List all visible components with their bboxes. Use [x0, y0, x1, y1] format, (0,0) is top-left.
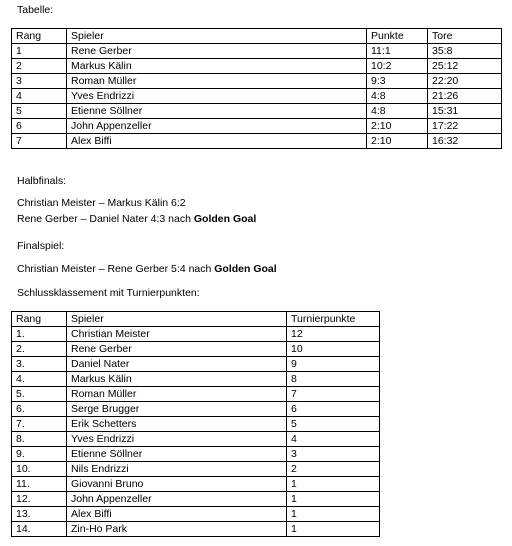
tabelle-heading: Tabelle:	[17, 4, 54, 16]
cell-rang: 4.	[12, 372, 67, 387]
table-row	[12, 104, 502, 119]
cell-spieler: Roman Müller	[67, 74, 367, 89]
cell-punkte: 4:8	[367, 104, 428, 119]
header-tore: Tore	[428, 29, 502, 44]
cell-spieler: Etienne Söllner	[67, 447, 287, 462]
table-row	[12, 357, 380, 372]
table-row	[12, 462, 380, 477]
cell-spieler: Alex Biffi	[67, 134, 367, 149]
cell-tore: 21:26	[428, 89, 502, 104]
cell-rang: 2.	[12, 342, 67, 357]
table-row	[12, 74, 502, 89]
cell-spieler: Rene Gerber	[67, 44, 367, 59]
table-row	[12, 477, 380, 492]
cell-turnierpunkte: 10	[287, 342, 380, 357]
cell-rang: 1.	[12, 327, 67, 342]
table-row	[12, 59, 502, 74]
table-row	[12, 372, 380, 387]
cell-punkte: 10:2	[367, 59, 428, 74]
cell-rang: 7	[12, 134, 67, 149]
cell-spieler: Zin-Ho Park	[67, 522, 287, 537]
cell-rang: 5.	[12, 387, 67, 402]
cell-spieler: Daniel Nater	[67, 357, 287, 372]
cell-turnierpunkte: 4	[287, 432, 380, 447]
final-match	[17, 263, 277, 276]
cell-turnierpunkte: 1	[287, 477, 380, 492]
table-row	[12, 432, 380, 447]
cell-tore: 22:20	[428, 74, 502, 89]
cell-spieler: Rene Gerber	[67, 342, 287, 357]
golden-goal-label: Golden Goal	[193, 213, 257, 225]
table-row	[12, 492, 380, 507]
cell-rang: 7.	[12, 417, 67, 432]
cell-tore: 25:12	[428, 59, 502, 74]
table-header-row	[12, 29, 502, 44]
header-spieler: Spieler	[67, 312, 287, 327]
cell-spieler: Etienne Söllner	[67, 104, 367, 119]
table-row	[12, 89, 502, 104]
table-row	[12, 327, 380, 342]
cell-tore: 15:31	[428, 104, 502, 119]
halbfinals-heading: Halbfinals:	[17, 175, 67, 187]
final-match-text: Christian Meister – Rene Gerber 5:4 nach	[17, 263, 215, 275]
cell-rang: 4	[12, 89, 67, 104]
cell-rang: 6	[12, 119, 67, 134]
cell-rang: 6.	[12, 402, 67, 417]
cell-spieler: Erik Schetters	[67, 417, 287, 432]
cell-rang: 12.	[12, 492, 67, 507]
cell-rang: 8.	[12, 432, 67, 447]
table-row	[12, 402, 380, 417]
header-spieler: Spieler	[67, 29, 367, 44]
halbfinal-match-2-text: Rene Gerber – Daniel Nater 4:3 nach	[17, 213, 194, 225]
cell-tore: 16:32	[428, 134, 502, 149]
table-row	[12, 119, 502, 134]
cell-turnierpunkte: 2	[287, 462, 380, 477]
cell-rang: 10.	[12, 462, 67, 477]
cell-spieler: Christian Meister	[67, 327, 287, 342]
cell-turnierpunkte: 6	[287, 402, 380, 417]
cell-spieler: Giovanni Bruno	[67, 477, 287, 492]
cell-spieler: John Appenzeller	[67, 119, 367, 134]
cell-rang: 5	[12, 104, 67, 119]
cell-punkte: 2:10	[367, 134, 428, 149]
header-punkte: Punkte	[367, 29, 428, 44]
table-row	[12, 522, 380, 537]
final-ranking-table	[11, 311, 380, 537]
cell-punkte: 9:3	[367, 74, 428, 89]
header-turnierpunkte: Turnierpunkte	[287, 312, 380, 327]
cell-turnierpunkte: 1	[287, 522, 380, 537]
cell-turnierpunkte: 8	[287, 372, 380, 387]
cell-spieler: Yves Endrizzi	[67, 432, 287, 447]
table-row	[12, 44, 502, 59]
table-row	[12, 387, 380, 402]
schlussklassement-heading: Schlussklassement mit Turnierpunkten:	[17, 287, 200, 299]
cell-spieler: Markus Kälin	[67, 372, 287, 387]
halbfinal-match-1: Christian Meister – Markus Kälin 6:2	[17, 197, 186, 209]
cell-rang: 1	[12, 44, 67, 59]
cell-spieler: Nils Endrizzi	[67, 462, 287, 477]
header-rang: Rang	[12, 29, 67, 44]
cell-turnierpunkte: 1	[287, 492, 380, 507]
golden-goal-label: Golden Goal	[214, 263, 277, 275]
table-row	[12, 134, 502, 149]
cell-turnierpunkte: 12	[287, 327, 380, 342]
halbfinal-match-2	[17, 213, 256, 226]
table-row	[12, 342, 380, 357]
cell-tore: 35:8	[428, 44, 502, 59]
cell-spieler: Roman Müller	[67, 387, 287, 402]
table-header-row	[12, 312, 380, 327]
cell-rang: 11.	[12, 477, 67, 492]
cell-rang: 3.	[12, 357, 67, 372]
cell-spieler: Serge Brugger	[67, 402, 287, 417]
cell-spieler: Alex Biffi	[67, 507, 287, 522]
standings-table	[11, 28, 502, 149]
cell-turnierpunkte: 3	[287, 447, 380, 462]
cell-rang: 3	[12, 74, 67, 89]
cell-turnierpunkte: 5	[287, 417, 380, 432]
cell-turnierpunkte: 1	[287, 507, 380, 522]
cell-turnierpunkte: 9	[287, 357, 380, 372]
cell-turnierpunkte: 7	[287, 387, 380, 402]
cell-tore: 17:22	[428, 119, 502, 134]
cell-rang: 14.	[12, 522, 67, 537]
cell-rang: 2	[12, 59, 67, 74]
cell-rang: 13.	[12, 507, 67, 522]
table-row	[12, 417, 380, 432]
table-row	[12, 447, 380, 462]
header-rang: Rang	[12, 312, 67, 327]
cell-spieler: Markus Kälin	[67, 59, 367, 74]
cell-spieler: Yves Endrizzi	[67, 89, 367, 104]
table-row	[12, 507, 380, 522]
cell-punkte: 2:10	[367, 119, 428, 134]
cell-punkte: 11:1	[367, 44, 428, 59]
cell-punkte: 4:8	[367, 89, 428, 104]
cell-rang: 9.	[12, 447, 67, 462]
finalspiel-heading: Finalspiel:	[17, 240, 65, 252]
cell-spieler: John Appenzeller	[67, 492, 287, 507]
